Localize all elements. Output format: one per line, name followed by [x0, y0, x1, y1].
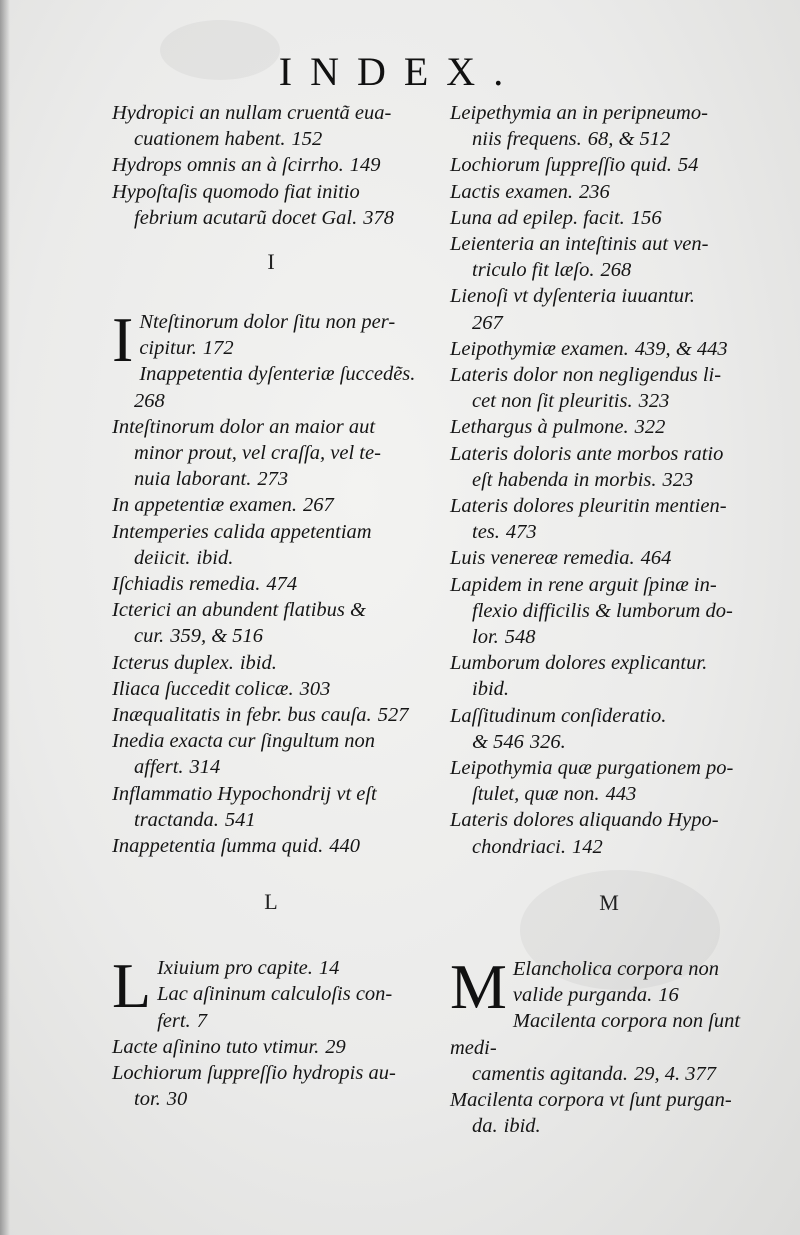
section-l-continued-entries [450, 100, 768, 860]
page-reference: 142 [571, 835, 603, 858]
entry-text: Intemperies calida appetentiam [112, 520, 372, 543]
index-entry [450, 100, 768, 152]
index-entry [450, 807, 768, 859]
entry-text: nuia laborant. [134, 468, 252, 491]
entry-text: Inappetentia ſumma quid. [112, 835, 324, 858]
page-reference: 314 [189, 756, 221, 779]
entry-text: tor. [134, 1088, 161, 1111]
page-reference: 273 [257, 468, 289, 491]
index-entry [450, 336, 768, 362]
entry-text: Laſſitudinum conſideratio. [450, 704, 667, 727]
section-letter-i: I [267, 249, 275, 275]
index-entry [450, 703, 768, 755]
index-entry [450, 205, 768, 231]
entry-text: triculo fit læſo. [472, 259, 595, 282]
entry-text: ibid. [472, 678, 510, 701]
page-reference: 29 [325, 1035, 346, 1058]
entry-text: lor. [472, 626, 499, 649]
entry-text: valide purganda. [512, 984, 653, 1007]
index-entry [112, 492, 430, 518]
page-reference: 359, & 516 [170, 625, 264, 648]
entry-text: & 546 [472, 730, 524, 753]
index-entry [450, 283, 768, 335]
entry-text: Macilenta corpora vt ſunt purgan- [450, 1088, 732, 1111]
page-reference: 303 [299, 677, 331, 700]
page-reference: 267 [303, 494, 334, 517]
entry-text: Lacte aſinino tuto vtimur. [112, 1035, 320, 1058]
section-i-entries [112, 304, 430, 859]
index-entry [450, 441, 768, 493]
index-entry [450, 414, 768, 440]
index-entry [450, 572, 768, 651]
index-entry [112, 781, 430, 833]
entry-text: da. [472, 1115, 498, 1138]
page-reference: 473 [505, 521, 537, 544]
entry-text: Leipothymia quæ purgationem po- [450, 757, 734, 780]
entry-text: Iliaca ſuccedit colicæ. [112, 677, 294, 700]
entry-text: Nteſtinorum dolor ſitu non per- [139, 311, 396, 334]
page-reference: 548 [504, 626, 536, 649]
entry-text: Lac aſininum calculoſis con- [157, 983, 393, 1006]
entry-text: Iſchiadis remedia. [112, 573, 261, 596]
index-entry [112, 833, 430, 859]
page-reference: 16 [658, 984, 679, 1007]
entry-text: 268 [134, 389, 165, 412]
left-column [112, 100, 430, 1113]
section-letter-m: M [599, 889, 619, 915]
entry-text: Lateris dolor non negligendus li- [450, 364, 722, 387]
right-column [450, 100, 768, 1139]
entry-text: Inæqualitatis in febr. bus cauſa. [112, 704, 372, 727]
page-reference: 236 [578, 180, 610, 203]
entry-text: In appetentiæ examen. [112, 494, 298, 517]
page-reference: 326. [529, 730, 566, 753]
index-entry [112, 571, 430, 597]
index-entry [450, 231, 768, 283]
entry-text: niis frequens. [472, 128, 582, 151]
page-reference: 7 [196, 1009, 207, 1032]
entry-text: Inteſtinorum dolor an maior aut [112, 415, 376, 438]
entry-text: Lactis examen. [450, 180, 573, 203]
entry-text: Icterici an abundent flatibus & [112, 599, 366, 622]
section-h-entries [112, 100, 430, 231]
entry-text: Lateris dolores pleuritin mentien- [450, 495, 727, 518]
page-reference: 474 [266, 573, 298, 596]
entry-text: Elancholica corpora non [512, 957, 720, 980]
index-entry [112, 676, 430, 702]
index-entry [450, 152, 768, 178]
index-entry [450, 650, 768, 702]
page-reference: ibid. [503, 1115, 541, 1138]
entry-text: Inflammatio Hypochondrij vt eſt [112, 782, 377, 805]
entry-text: Lateris doloris ante morbos ratio [450, 442, 724, 465]
index-entry [112, 702, 430, 728]
page-reference: ibid. [239, 651, 277, 674]
entry-text: Leipothymiæ examen. [450, 337, 629, 360]
entry-text: cur. [134, 625, 165, 648]
page-reference: 541 [224, 808, 256, 831]
page-reference: 149 [349, 154, 381, 177]
page-reference: 152 [291, 128, 323, 151]
page-reference: 323 [638, 390, 670, 413]
page-reference: 68, & 512 [587, 128, 671, 151]
page-reference: 439, & 443 [634, 337, 728, 360]
entry-text: ſtulet, quæ non. [472, 783, 600, 806]
entry-text: Hydrops omnis an à ſcirrho. [112, 154, 344, 177]
section-letter-l: L [264, 889, 278, 915]
section-l-entries [112, 950, 430, 1112]
page-reference: 527 [377, 704, 409, 727]
entry-text: Lumborum dolores explicantur. [450, 652, 708, 675]
page-reference: ibid. [196, 546, 234, 569]
index-entry [450, 1087, 768, 1139]
index-entry [450, 950, 768, 1022]
entry-text: Inappetentia dyſenteriæ ſuccedẽs. [139, 363, 416, 386]
index-entry [112, 414, 430, 493]
page-reference: 156 [630, 206, 662, 229]
entry-text: flexio difficilis & lumborum do- [472, 599, 733, 622]
index-entry [112, 152, 430, 178]
entry-text: Hydropici an nullam cruentã eua- [112, 102, 392, 124]
index-entry [450, 545, 768, 571]
entry-text: affert. [134, 756, 184, 779]
entry-text: 267 [472, 311, 503, 334]
page-reference: 378 [363, 206, 394, 229]
index-entry [450, 362, 768, 414]
entry-text: febrium acutarũ docet Gal. [134, 206, 358, 229]
entry-text: Macilenta corpora non ſunt medi- [450, 1010, 741, 1059]
index-entry [112, 1034, 430, 1060]
index-entry [112, 179, 430, 231]
page-reference: 268 [600, 259, 632, 282]
entry-text: Lochiorum ſuppreſſio quid. [450, 154, 672, 177]
index-entry [112, 728, 430, 780]
index-entry [450, 493, 768, 545]
entry-text: Lienoſi vt dyſenteria iuuantur. [450, 285, 695, 308]
index-entry [112, 519, 430, 571]
page-reference: 14 [318, 957, 340, 980]
entry-text: Inedia exacta cur ſingultum non [112, 730, 376, 753]
entry-text: chondriaci. [472, 835, 566, 858]
index-entry [450, 755, 768, 807]
entry-text: eſt habenda in morbis. [472, 468, 657, 491]
entry-text: Icterus duplex. [112, 651, 234, 674]
entry-text: Luis venereæ remedia. [450, 547, 635, 570]
page-reference: 443 [605, 783, 637, 806]
entry-text: Leipethymia an in peripneumo- [450, 102, 708, 124]
page-reference: 440 [329, 835, 360, 858]
page-reference: 172 [202, 337, 234, 360]
page-edge-shadow [0, 0, 10, 1235]
page-reference: 322 [634, 416, 666, 439]
drop-capital: L [112, 950, 152, 1022]
entry-text: Leienteria an inteſtinis aut ven- [450, 233, 709, 256]
entry-text: Hypoſtaſis quomodo fiat initio [112, 180, 360, 203]
entry-text: Lethargus à pulmone. [450, 416, 629, 439]
entry-text: Ixiuium pro capite. [157, 957, 313, 980]
index-entry [112, 981, 430, 1033]
index-entry [112, 650, 430, 676]
drop-capital: I [112, 304, 134, 376]
entry-text: minor prout, vel craſſa, vel te- [134, 442, 381, 465]
page-reference: 29, 4. 377 [634, 1062, 717, 1085]
section-m-entries [450, 950, 768, 1139]
page-header: INDEX. [278, 49, 522, 94]
entry-text: Lapidem in rene arguit ſpinæ in- [450, 573, 717, 596]
index-entry [112, 361, 430, 413]
index-entry [112, 100, 430, 152]
entry-text: tes. [472, 521, 500, 544]
page-reference: 464 [640, 547, 672, 570]
drop-capital: M [450, 950, 507, 1022]
entry-text: cipitur. [139, 337, 197, 360]
entry-text: Lateris dolores aliquando Hypo- [450, 809, 719, 832]
index-entry [112, 1060, 430, 1112]
entry-text: tractanda. [134, 808, 219, 831]
entry-text: deiicit. [134, 546, 191, 569]
index-entry [112, 597, 430, 649]
page-reference: 54 [677, 154, 699, 177]
page-reference: 30 [166, 1088, 188, 1111]
entry-text: cuationem habent. [134, 128, 286, 151]
index-entry [450, 179, 768, 205]
entry-text: camentis agitanda. [472, 1062, 629, 1085]
page-reference: 323 [662, 468, 694, 491]
entry-text: Lochiorum ſuppreſſio hydropis au- [112, 1062, 396, 1085]
entry-text: fert. [157, 1009, 191, 1032]
entry-text: cet non ſit pleuritis. [472, 390, 633, 413]
entry-text: Luna ad epilep. facit. [450, 206, 625, 229]
